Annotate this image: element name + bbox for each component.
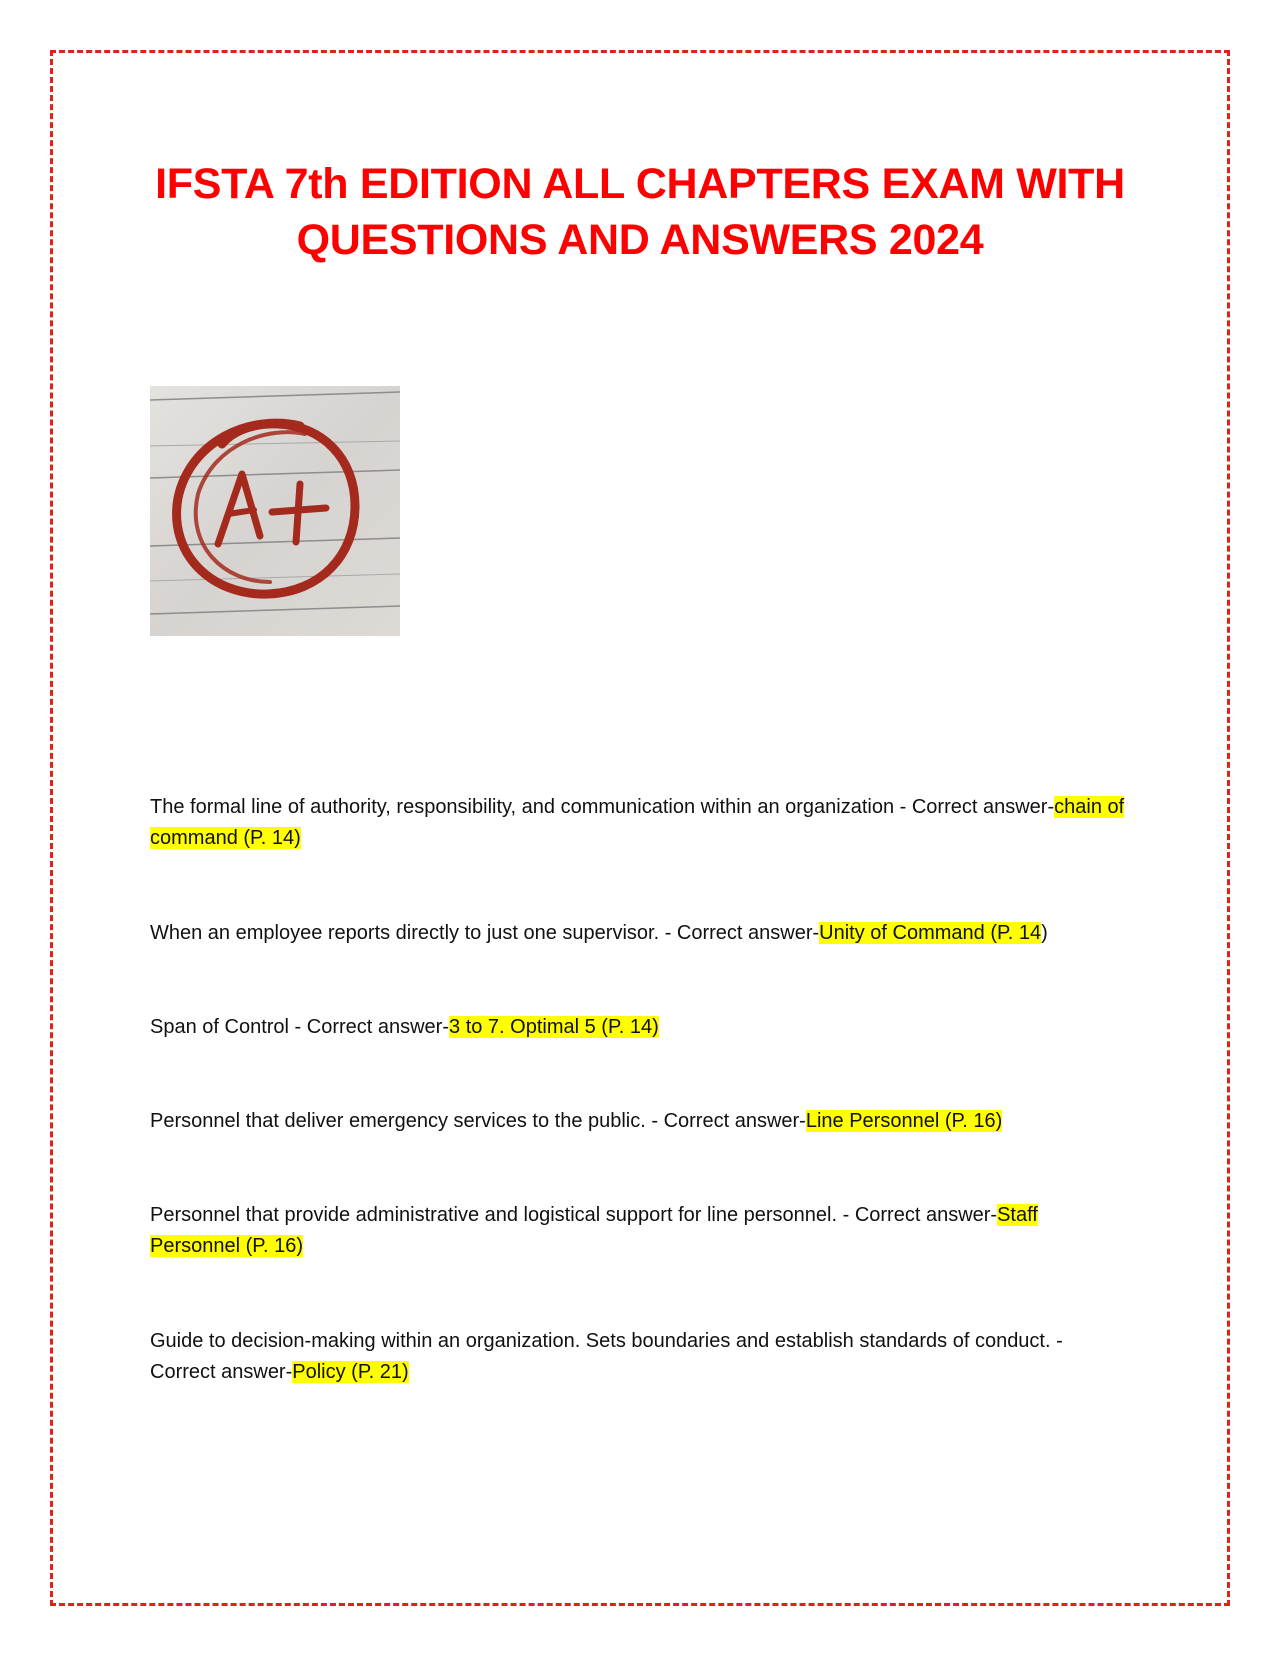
qa-item xyxy=(150,792,1130,854)
answer-highlight: 3 to 7. Optimal 5 (P. 14) xyxy=(449,1016,659,1038)
a-plus-grade-image xyxy=(150,386,400,636)
qa-item xyxy=(150,1106,1130,1137)
question-text: When an employee reports directly to just one supervisor. - Correct answer- xyxy=(150,922,820,944)
answer-highlight: Staff Personnel (P. 16) xyxy=(150,1204,1038,1257)
question-text: Personnel that provide administrative and logistical support for line personnel. - Correct answer- xyxy=(150,1204,998,1226)
answer-highlight: Policy (P. 21) xyxy=(292,1361,409,1383)
answer-highlight: Line Personnel (P. 16) xyxy=(805,1110,1003,1132)
document-title xyxy=(120,156,1160,268)
answer-highlight: Unity of Command (P. 14 xyxy=(819,922,1042,944)
qa-item xyxy=(150,1326,1130,1388)
question-text: Personnel that deliver emergency services to the public. - Correct answer- xyxy=(150,1110,806,1132)
answer-highlight: chain of command (P. 14) xyxy=(150,796,1125,849)
qa-item xyxy=(150,918,1130,949)
title-line-2: QUESTIONS AND ANSWERS 2024 xyxy=(296,216,984,264)
qa-item xyxy=(150,1200,1130,1262)
question-text: The formal line of authority, responsibility, and communication within an organization - Correct answer- xyxy=(150,796,1055,818)
title-line-1: IFSTA 7th EDITION ALL CHAPTERS EXAM WITH xyxy=(155,160,1125,208)
question-text: Span of Control - Correct answer- xyxy=(150,1016,450,1038)
qa-list xyxy=(150,792,1130,1388)
question-text: Guide to decision-making within an organization. Sets boundaries and establish standards of conduct. - Correct answer- xyxy=(150,1330,1063,1383)
qa-item xyxy=(150,1012,1130,1043)
answer-tail: ) xyxy=(1041,922,1048,944)
